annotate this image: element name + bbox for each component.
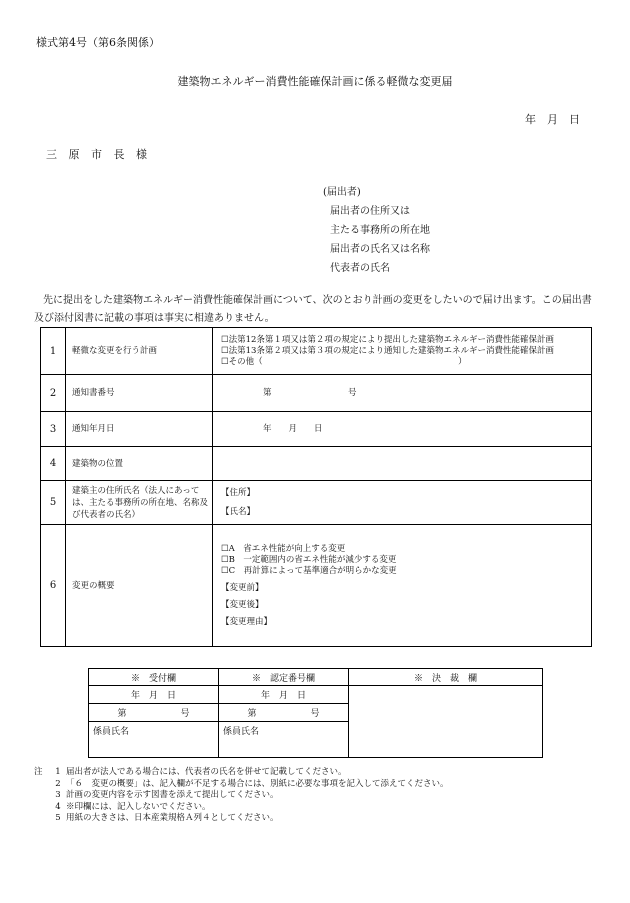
addressee: 三 原 市 長 様 bbox=[46, 148, 151, 161]
applicant-name-label: 届出者の氏名又は名称 bbox=[330, 244, 430, 255]
plan-type-options[interactable] bbox=[213, 328, 592, 375]
row-number: 6 bbox=[41, 525, 66, 647]
row-label: 通知年月日 bbox=[66, 412, 213, 447]
row-number: 4 bbox=[41, 447, 66, 481]
note-item: 注 1 届出者が法人である場合には、代表者の氏名を併せて記載してください。 bbox=[34, 767, 347, 777]
declaration-text: 先に提出をした建築物エネルギー消費性能確保計画について、次のとおり計画の変更をしたいので届け出ます。この届出書及び添付図書に記載の事項は事実に相違ありません。 bbox=[34, 295, 592, 324]
receipt-number: 第 号 bbox=[89, 704, 219, 722]
table-row bbox=[41, 412, 592, 447]
table-row bbox=[41, 447, 592, 481]
table-row bbox=[41, 375, 592, 412]
approval-field bbox=[349, 686, 543, 758]
plan-option-2[interactable]: ☐法第13条第２項又は第３項の規定により通知した建築物エネルギー消費性能確保計画 bbox=[221, 345, 554, 356]
row-number: 1 bbox=[41, 328, 66, 375]
receipt-staff: 係員氏名 bbox=[89, 722, 219, 758]
row-number: 2 bbox=[41, 375, 66, 412]
plan-option-1[interactable]: ☐法第12条第１項又は第２項の規定により提出した建築物エネルギー消費性能確保計画 bbox=[221, 334, 554, 345]
table-row bbox=[41, 481, 592, 525]
receipt-header: ※ 受付欄 bbox=[89, 669, 219, 686]
change-summary-field[interactable] bbox=[213, 525, 592, 647]
applicant-rep-label: 代表者の氏名 bbox=[330, 263, 390, 274]
plan-option-other[interactable]: ☐その他（ ） bbox=[221, 356, 467, 367]
notes-prefix: 注 bbox=[34, 767, 43, 777]
receipt-date: 年 月 日 bbox=[89, 686, 219, 704]
certification-header: ※ 認定番号欄 bbox=[219, 669, 349, 686]
table-row bbox=[41, 328, 592, 375]
owner-info-field[interactable] bbox=[213, 481, 592, 525]
applicant-address-label: 届出者の住所又は bbox=[330, 206, 410, 217]
note-item: 2 「６ 変更の概要」は、記入欄が不足する場合には、別紙に必要な事項を記入して添えてください。 bbox=[55, 778, 449, 789]
note-item: 4 ※印欄には、記入しないでください。 bbox=[55, 801, 211, 812]
submission-date: 年 月 日 bbox=[525, 113, 580, 126]
building-location-field[interactable] bbox=[213, 447, 592, 481]
change-option-c[interactable]: ☐C 再計算によって基準適合が明らかな変更 bbox=[221, 565, 397, 576]
change-before-label: 【変更前】 bbox=[221, 582, 264, 593]
certification-date: 年 月 日 bbox=[219, 686, 349, 704]
receipt-table bbox=[88, 668, 543, 758]
row-number: 5 bbox=[41, 481, 66, 525]
change-after-label: 【変更後】 bbox=[221, 599, 264, 610]
note-item: 5 用紙の大きさは、日本産業規格Ａ列４としてください。 bbox=[55, 813, 279, 823]
row-number: 3 bbox=[41, 412, 66, 447]
applicant-heading: (届出者) bbox=[323, 187, 361, 198]
notice-date-field[interactable]: 年 月 日 bbox=[213, 412, 592, 447]
notice-number-field[interactable]: 第 号 bbox=[213, 375, 592, 412]
change-details-table bbox=[40, 327, 592, 647]
change-option-b[interactable]: ☐B 一定範囲内の省エネ性能が減少する変更 bbox=[221, 554, 397, 565]
change-option-a[interactable]: ☐A 省エネ性能が向上する変更 bbox=[221, 543, 346, 554]
certification-staff: 係員氏名 bbox=[219, 722, 349, 758]
owner-address-label: 【住所】 bbox=[221, 487, 256, 498]
form-number: 様式第4号（第6条関係） bbox=[36, 36, 160, 49]
note-item: 3 計画の変更内容を示す図書を添えて提出してください。 bbox=[55, 790, 279, 800]
row-label: 軽微な変更を行う計画 bbox=[66, 328, 213, 375]
table-row bbox=[41, 525, 592, 647]
row-label: 通知書番号 bbox=[66, 375, 213, 412]
row-label: 建築物の位置 bbox=[66, 447, 213, 481]
page-title: 建築物エネルギー消費性能確保計画に係る軽微な変更届 bbox=[177, 75, 453, 88]
row-label: 変更の概要 bbox=[66, 525, 213, 647]
row-label: 建築主の住所氏名（法人にあっては、主たる事務所の所在地、名称及び代表者の氏名） bbox=[66, 481, 213, 525]
approval-header: ※ 決 裁 欄 bbox=[349, 669, 543, 686]
applicant-office-label: 主たる事務所の所在地 bbox=[330, 225, 430, 236]
certification-number: 第 号 bbox=[219, 704, 349, 722]
owner-name-label: 【氏名】 bbox=[221, 506, 256, 517]
change-reason-label: 【変更理由】 bbox=[221, 616, 273, 627]
notes bbox=[34, 767, 449, 825]
